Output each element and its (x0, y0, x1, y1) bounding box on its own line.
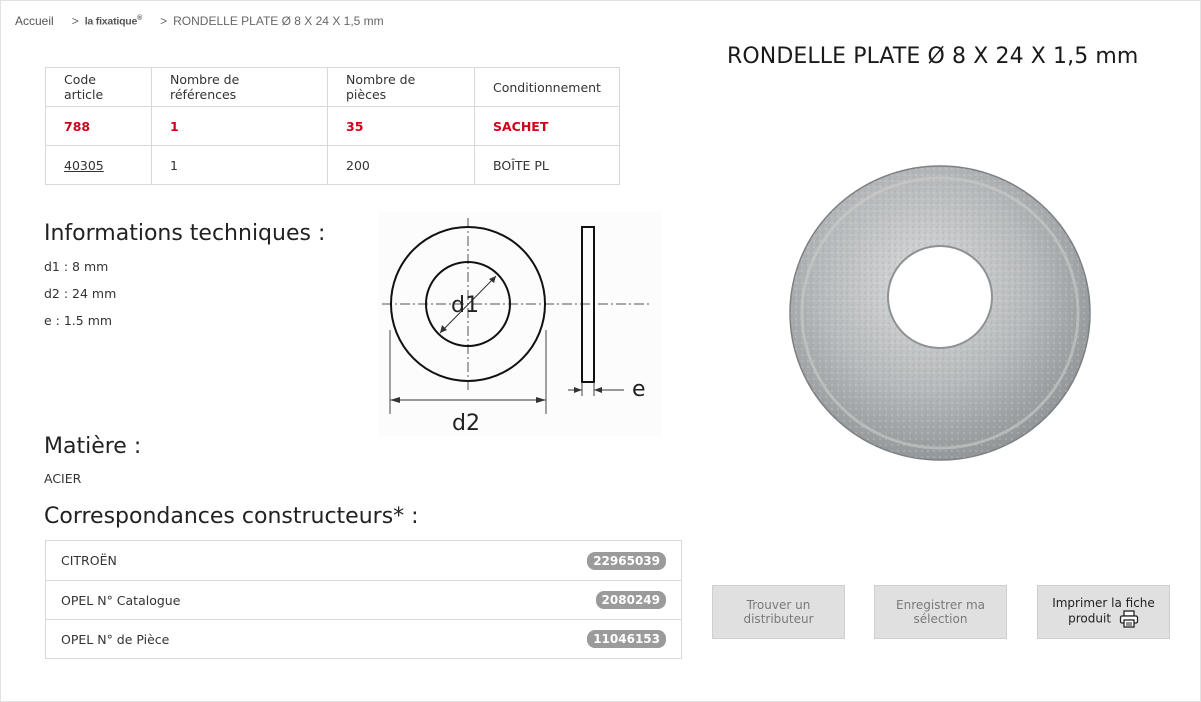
maker-name: OPEL N° Catalogue (61, 592, 181, 608)
list-item (46, 580, 681, 619)
maker-name: CITROËN (61, 553, 117, 568)
diagram-label-d2: d2 (452, 411, 480, 436)
save-selection-button[interactable]: Enregistrer ma sélection (874, 585, 1007, 639)
spec-d1: d1 : 8 mm (44, 259, 109, 274)
breadcrumb-separator: > (160, 14, 168, 28)
product-image (786, 160, 1094, 468)
diagram-label-d1: d1 (451, 293, 479, 318)
articles-header-row (46, 68, 620, 107)
article-packaging: SACHET (475, 107, 620, 146)
breadcrumb-separator: > (71, 14, 79, 28)
reference-badge: 22965039 (587, 552, 666, 570)
article-code: 788 (46, 107, 152, 146)
column-header-pieces: Nombre de pièces (328, 68, 475, 107)
print-sheet-label (1038, 596, 1169, 628)
reference-badge: 2080249 (596, 591, 666, 609)
washer-dimension-diagram (378, 212, 662, 436)
column-header-code: Code article (46, 68, 152, 107)
material-value: ACIER (44, 471, 82, 486)
breadcrumb (15, 14, 384, 28)
column-header-references: Nombre de références (152, 68, 328, 107)
article-refs: 1 (152, 146, 328, 185)
breadcrumb-brand-mark: ® (137, 14, 143, 22)
breadcrumb-current: RONDELLE PLATE Ø 8 X 24 X 1,5 mm (173, 14, 384, 28)
print-sheet-button[interactable] (1037, 585, 1170, 639)
article-code-link[interactable]: 40305 (64, 157, 104, 173)
printer-icon (1119, 610, 1139, 628)
product-title: RONDELLE PLATE Ø 8 X 24 X 1,5 mm (727, 44, 1139, 69)
breadcrumb-brand-text: la fixatique (84, 15, 138, 28)
articles-table (45, 67, 620, 185)
tech-info-heading: Informations techniques : (44, 221, 326, 246)
find-distributor-button[interactable]: Trouver un distributeur (712, 585, 845, 639)
article-refs: 1 (152, 107, 328, 146)
breadcrumb-home-link[interactable]: Accueil (15, 14, 54, 28)
print-sheet-text: Imprimer la fiche produit (1052, 596, 1155, 626)
reference-badge: 11046153 (587, 630, 666, 648)
breadcrumb-brand-link[interactable] (85, 15, 142, 28)
article-row-selected[interactable] (46, 107, 620, 146)
diagram-label-e: e (632, 377, 646, 402)
list-item (46, 619, 681, 658)
correspondances-heading: Correspondances constructeurs* : (44, 504, 419, 529)
maker-name: OPEL N° de Pièce (61, 631, 170, 647)
article-row[interactable] (46, 146, 620, 185)
spec-d2: d2 : 24 mm (44, 286, 117, 301)
list-item (46, 541, 681, 580)
column-header-packaging: Conditionnement (475, 68, 620, 107)
article-packaging: BOÎTE PL (475, 146, 620, 185)
article-pieces: 35 (328, 107, 475, 146)
correspondances-list (45, 540, 682, 659)
article-pieces: 200 (328, 146, 475, 185)
spec-e: e : 1.5 mm (44, 313, 113, 328)
article-code-cell (46, 146, 152, 185)
material-heading: Matière : (44, 434, 142, 459)
